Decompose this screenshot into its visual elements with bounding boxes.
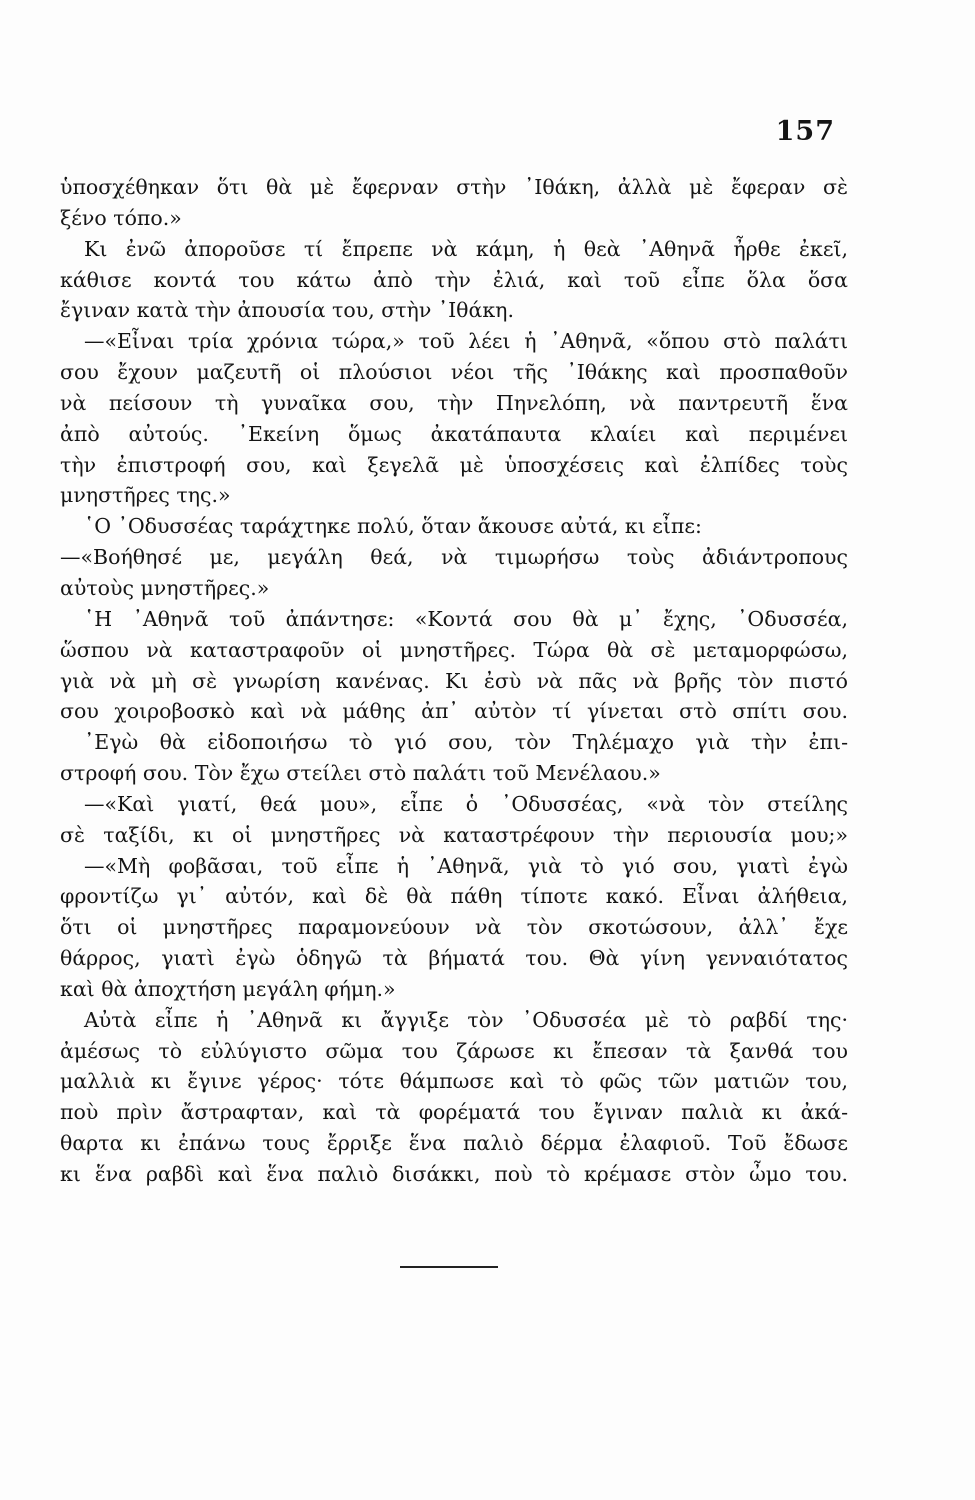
text-line: ἀμέσως τὸ εὐλύγιστο σῶμα του ζάρωσε κι ἔπεσαν τὰ ξανθά του — [60, 1038, 848, 1063]
text-line: ποὺ πρὶν ἄστραφταν, καὶ τὰ φορέματά του ἔγιναν παλιὰ κι ἀκά- — [60, 1100, 848, 1125]
text-line: —«Καὶ γιατί, θεά μου», εἶπε ὁ ᾿Οδυσσέας, «νὰ τὸν στείλης — [84, 791, 848, 816]
text-line: θαρτα κι ἐπάνω τους ἔρριξε ἕνα παλιὸ δέρμα ἐλαφιοῦ. Τοῦ ἔδωσε — [60, 1131, 848, 1156]
text-line: Κι ἐνῶ ἀποροῦσε τί ἔπρεπε νὰ κάμη, ἡ θεὰ ᾿Αθηνᾶ ἦρθε ἐκεῖ, — [84, 236, 848, 261]
text-line: γιὰ νὰ μὴ σὲ γνωρίση κανένας. Κι ἐσὺ νὰ πᾶς νὰ βρῆς τὸν πιστό — [60, 668, 848, 693]
body-text — [60, 172, 848, 1190]
text-line: ῾Ο ᾿Οδυσσέας ταράχτηκε πολύ, ὅταν ἄκουσε αὐτά, κι εἶπε: — [84, 514, 702, 539]
text-line: —«Εἶναι τρία χρόνια τώρα,» τοῦ λέει ἡ ᾿Αθηνᾶ, «ὅπου στὸ παλάτι — [84, 329, 848, 354]
text-line: μνηστῆρες της.» — [60, 483, 231, 508]
text-line: —«Μὴ φοβᾶσαι, τοῦ εἶπε ἡ ᾿Αθηνᾶ, γιὰ τὸ γιό σου, γιατὶ ἐγὼ — [84, 853, 848, 878]
page-number: 157 — [775, 116, 835, 147]
text-line: Αὐτὰ εἶπε ἡ ᾿Αθηνᾶ κι ἄγγιξε τὸν ᾿Οδυσσέα μὲ τὸ ραβδί της· — [84, 1007, 848, 1032]
text-line: νὰ πείσουν τὴ γυναῖκα σου, τὴν Πηνελόπη, νὰ παντρευτῆ ἕνα — [60, 390, 848, 415]
text-line: σου ἔχουν μαζευτῆ οἱ πλούσιοι νέοι τῆς ᾿Ιθάκης καὶ προσπαθοῦν — [60, 360, 848, 385]
text-line: ξένο τόπο.» — [60, 205, 182, 230]
text-line: μαλλιὰ κι ἔγινε γέρος· τότε θάμπωσε καὶ τὸ φῶς τῶν ματιῶν του, — [60, 1069, 848, 1094]
text-line: φροντίζω γι᾿ αὐτόν, καὶ δὲ θὰ πάθη τίποτε κακό. Εἶναι ἀλήθεια, — [60, 884, 848, 909]
text-line: αὐτοὺς μνηστῆρες.» — [60, 575, 270, 600]
text-line: ὅτι οἱ μνηστῆρες παραμονεύουν νὰ τὸν σκοτώσουν, ἀλλ᾿ ἔχε — [60, 915, 848, 940]
text-line: —«Βοήθησέ με, μεγάλη θεά, νὰ τιμωρήσω τοὺς ἀδιάντροπους — [60, 545, 848, 570]
text-line: καὶ θὰ ἀποχτήση μεγάλη φήμη.» — [60, 976, 396, 1001]
text-line: ῾Η ᾿Αθηνᾶ τοῦ ἀπάντησε: «Κοντά σου θὰ μ᾿ ἔχης, ᾿Οδυσσέα, — [84, 606, 848, 631]
text-line: ἔγιναν κατὰ τὴν ἀπουσία του, στὴν ᾿Ιθάκη. — [60, 298, 514, 323]
text-line: ᾿Εγὼ θὰ εἰδοποιήσω τὸ γιό σου, τὸν Τηλέμαχο γιὰ τὴν ἐπι- — [84, 730, 848, 755]
text-line: σου χοιροβοσκὸ καὶ νὰ μάθης ἀπ᾿ αὐτὸν τί γίνεται στὸ σπίτι σου. — [60, 699, 848, 724]
text-line: στροφή σου. Τὸν ἔχω στείλει στὸ παλάτι τοῦ Μενέλαου.» — [60, 761, 661, 786]
text-line: σὲ ταξίδι, κι οἱ μνηστῆρες νὰ καταστρέφουν τὴν περιουσία μου;» — [60, 822, 848, 847]
text-line: ὑποσχέθηκαν ὅτι θὰ μὲ ἔφερναν στὴν ᾿Ιθάκη, ἀλλὰ μὲ ἔφεραν σὲ — [60, 175, 848, 199]
end-rule — [400, 1266, 498, 1268]
text-line: ἀπὸ αὐτούς. ᾿Εκείνη ὅμως ἀκατάπαυτα κλαίει καὶ περιμένει — [60, 421, 848, 446]
text-line: θάρρος, γιατὶ ἐγὼ ὁδηγῶ τὰ βήματά του. Θὰ γίνη γενναιότατος — [60, 946, 848, 971]
text-line: κι ἕνα ραβδὶ καὶ ἕνα παλιὸ δισάκκι, ποὺ τὸ κρέμασε στὸν ὦμο του. — [60, 1162, 848, 1186]
text-line: ὥσπου νὰ καταστραφοῦν οἱ μνηστῆρες. Τώρα θὰ σὲ μεταμορφώσω, — [60, 637, 848, 662]
text-line: κάθισε κοντά του κάτω ἀπὸ τὴν ἐλιά, καὶ τοῦ εἶπε ὅλα ὅσα — [60, 267, 848, 292]
text-line: τὴν ἐπιστροφή σου, καὶ ξεγελᾶ μὲ ὑποσχέσεις καὶ ἐλπίδες τοὺς — [60, 452, 848, 477]
